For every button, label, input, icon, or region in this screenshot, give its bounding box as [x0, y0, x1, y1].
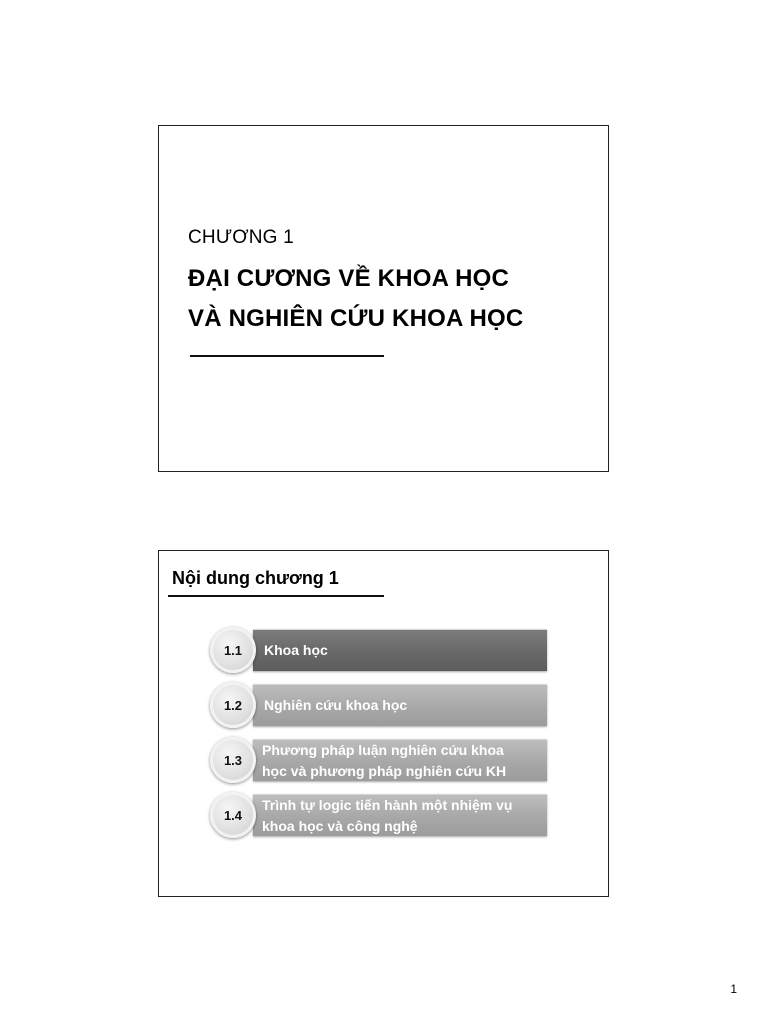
toc-item — [210, 737, 547, 783]
chapter-title-line-2: VÀ NGHIÊN CỨU KHOA HỌC — [188, 305, 524, 332]
toc-item-number: 1.3 — [210, 737, 256, 783]
toc-item — [210, 792, 547, 838]
toc-item-bar — [253, 794, 547, 836]
chapter-label: CHƯƠNG 1 — [188, 227, 294, 248]
toc-item-label-line-1: Phương pháp luận nghiên cứu khoa — [262, 741, 504, 758]
chapter-title — [188, 259, 523, 339]
page-number: 1 — [730, 982, 737, 996]
toc-item-number: 1.2 — [210, 682, 256, 728]
toc-item-label: Khoa học — [264, 642, 328, 658]
toc-item — [210, 627, 547, 673]
chapter-title-line-1: ĐẠI CƯƠNG VỀ KHOA HỌC — [188, 265, 510, 292]
slide-contents — [158, 550, 609, 897]
toc-item-bar — [253, 684, 547, 726]
toc-item-label: Nghiên cứu khoa học — [264, 697, 408, 713]
toc-item-label-line-2: học và phương pháp nghiên cứu KH — [262, 762, 507, 779]
toc-item-label-line-2: khoa học và công nghệ — [262, 817, 418, 834]
contents-heading: Nội dung chương 1 — [172, 568, 339, 588]
heading-underline — [168, 595, 384, 597]
toc-item-number: 1.1 — [210, 627, 256, 673]
toc-item-label-line-1: Trình tự logic tiến hành một nhiệm vụ — [262, 796, 513, 813]
toc-item — [210, 682, 547, 728]
toc-item-number: 1.4 — [210, 792, 256, 838]
title-underline — [190, 355, 384, 357]
toc-item-bar — [253, 629, 547, 671]
slide-title — [158, 125, 609, 472]
toc-item-bar — [253, 739, 547, 781]
